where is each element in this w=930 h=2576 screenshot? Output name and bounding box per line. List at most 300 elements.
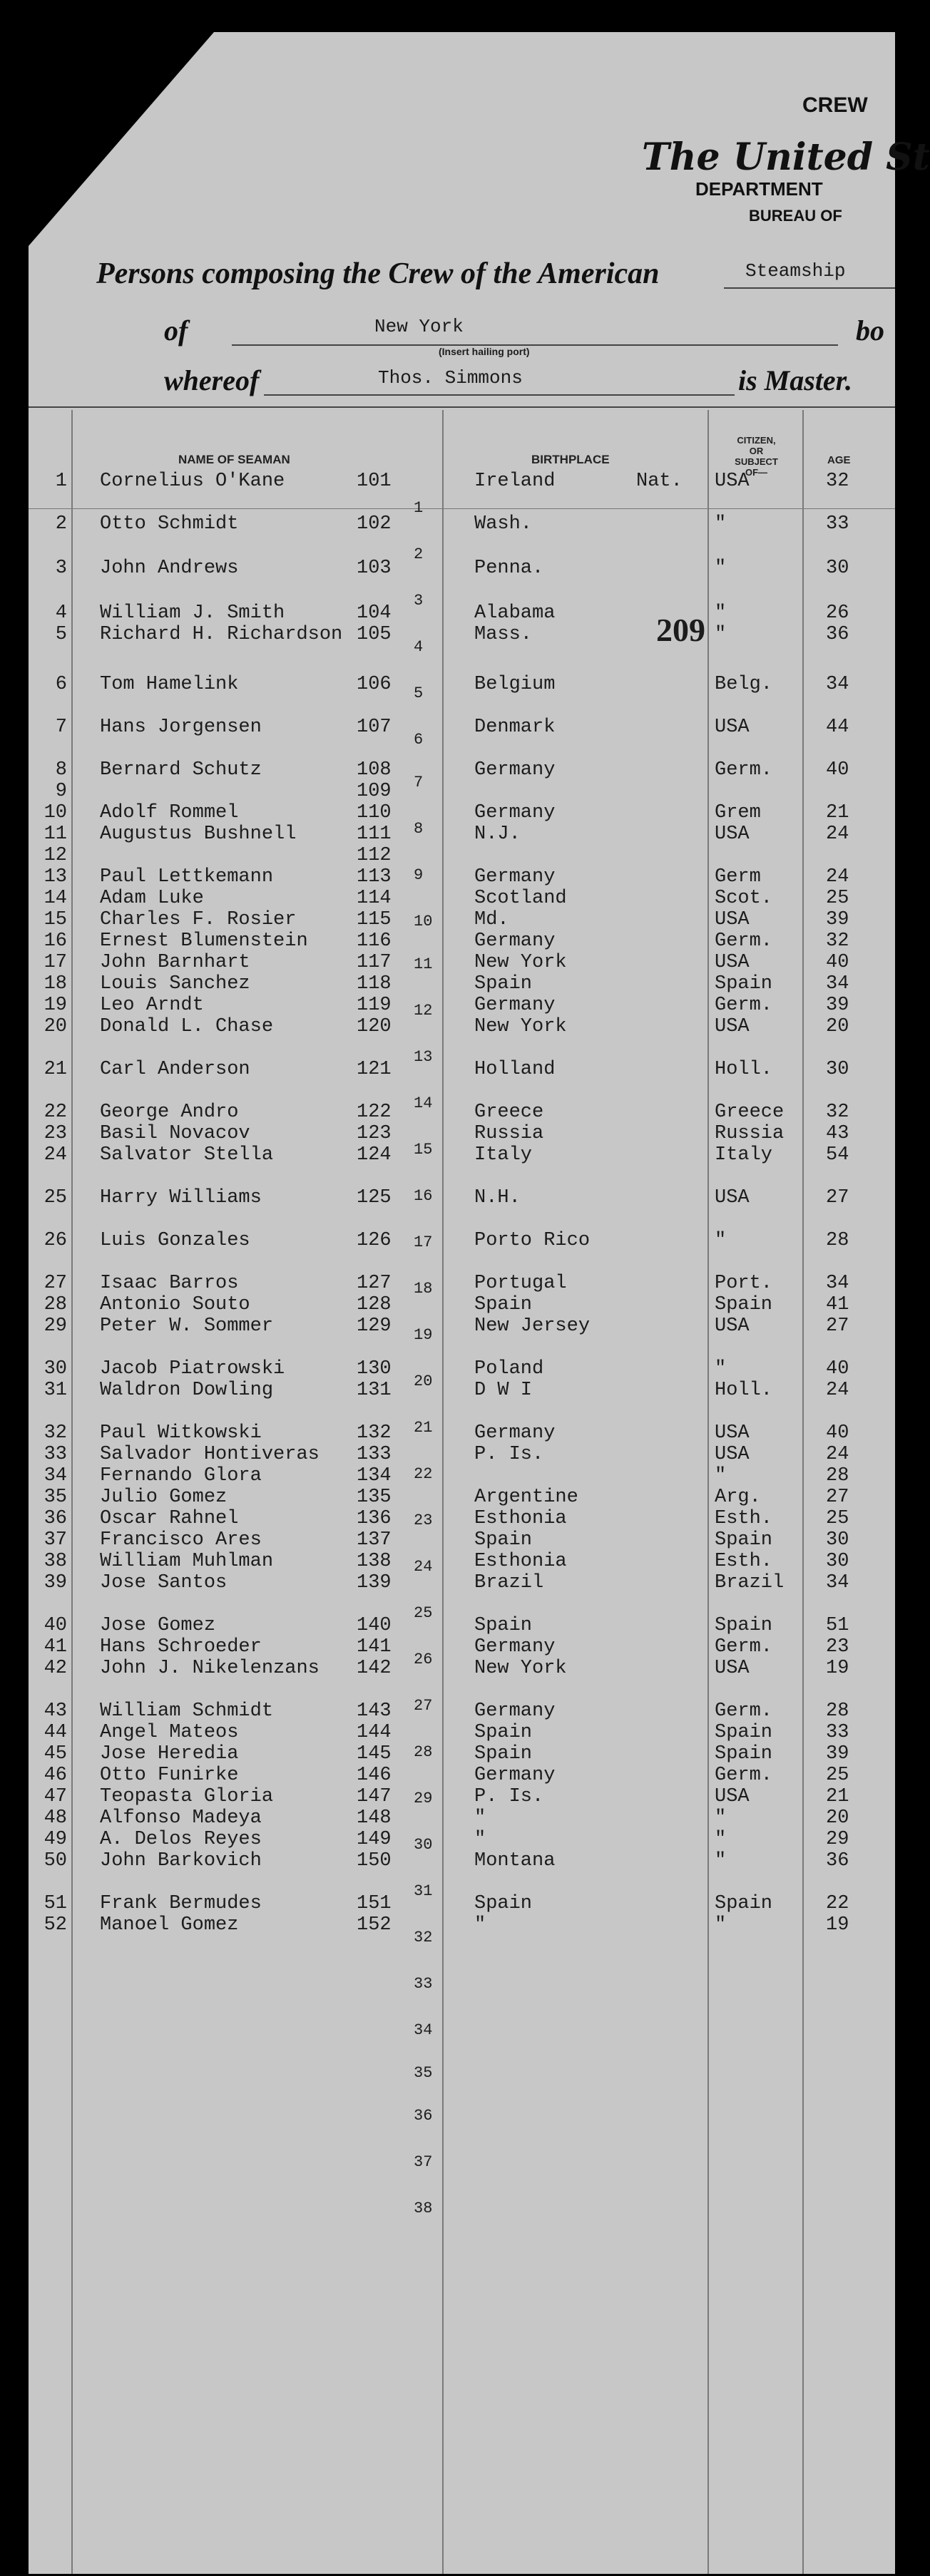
- birthplace: Brazil: [474, 1572, 544, 1594]
- page-ref: 128: [357, 1294, 392, 1315]
- row-number: 2: [55, 513, 67, 535]
- birthplace: Germany: [474, 930, 556, 952]
- table-row: [29, 1636, 895, 1658]
- row-number: 42: [44, 1658, 67, 1679]
- line2-tail: bo: [856, 314, 884, 347]
- page-ref: 125: [357, 1187, 392, 1209]
- birthplace: Holland: [474, 1059, 556, 1080]
- row-number: 9: [55, 781, 67, 802]
- table-row: [29, 1722, 895, 1743]
- citizenship: Belg.: [715, 674, 773, 695]
- crew-list-document: [29, 32, 930, 2574]
- row-number: 3: [55, 558, 67, 579]
- birthplace: ": [474, 1829, 486, 1850]
- row-number: 23: [44, 1123, 67, 1144]
- age: 20: [826, 1016, 849, 1037]
- citizenship: Germ.: [715, 759, 773, 781]
- table-row: [29, 1144, 895, 1166]
- page-ref: 122: [357, 1102, 392, 1123]
- table-row: [29, 1294, 895, 1315]
- age: 54: [826, 1144, 849, 1166]
- page-ref: 104: [357, 602, 392, 624]
- row-number: 19: [44, 995, 67, 1016]
- citizenship: USA: [715, 909, 750, 930]
- seaman-name: Hans Jorgensen: [100, 717, 262, 738]
- page-ref: 111: [357, 823, 392, 845]
- page-ref: 107: [357, 717, 392, 738]
- col-age-header: AGE: [827, 454, 851, 466]
- note: Nat.: [636, 471, 683, 492]
- table-row: [29, 1529, 895, 1551]
- age: 36: [826, 1850, 849, 1872]
- master-label: is Master.: [738, 364, 853, 396]
- birthplace: Spain: [474, 1722, 533, 1743]
- row-number: 30: [44, 1358, 67, 1380]
- age: 23: [826, 1636, 849, 1658]
- citizenship: Spain: [715, 1615, 773, 1636]
- age: 34: [826, 973, 849, 995]
- birthplace: Md.: [474, 909, 509, 930]
- row-number: 52: [44, 1914, 67, 1936]
- seaman-name: John Andrews: [100, 558, 239, 579]
- age: 19: [826, 1658, 849, 1679]
- form-line-number: 32: [414, 1929, 433, 1946]
- age: 29: [826, 1829, 849, 1850]
- citizenship: Grem: [715, 802, 761, 823]
- birthplace: Germany: [474, 1765, 556, 1786]
- age: 39: [826, 1743, 849, 1765]
- birthplace: N.J.: [474, 823, 521, 845]
- citizenship: Port.: [715, 1273, 773, 1294]
- table-row: [29, 759, 895, 781]
- seaman-name: Teopasta Gloria: [100, 1786, 274, 1807]
- seaman-name: Tom Hamelink: [100, 674, 239, 695]
- seaman-name: Jose Heredia: [100, 1743, 239, 1765]
- row-number: 26: [44, 1230, 67, 1251]
- age: 28: [826, 1465, 849, 1487]
- page-ref: 114: [357, 888, 392, 909]
- seaman-name: Antonio Souto: [100, 1294, 250, 1315]
- seaman-name: Louis Sanchez: [100, 973, 250, 995]
- seaman-name: Harry Williams: [100, 1187, 262, 1209]
- row-number: 28: [44, 1294, 67, 1315]
- of-label: of: [164, 314, 188, 347]
- row-number: 15: [44, 909, 67, 930]
- table-row: [29, 1658, 895, 1679]
- page-ref: 150: [357, 1850, 392, 1872]
- seaman-name: Jose Santos: [100, 1572, 228, 1594]
- row-number: 16: [44, 930, 67, 952]
- page-ref: 109: [357, 781, 392, 802]
- table-row: [29, 1700, 895, 1722]
- birthplace: Alabama: [474, 602, 556, 624]
- table-row: [29, 1102, 895, 1123]
- heading-crew: CREW: [802, 93, 868, 117]
- seaman-name: Paul Witkowski: [100, 1422, 262, 1444]
- seaman-name: A. Delos Reyes: [100, 1829, 262, 1850]
- whereof-label: whereof: [164, 364, 260, 396]
- table-row: [29, 866, 895, 888]
- crew-line-label: Persons composing the Crew of the American: [96, 257, 660, 290]
- table-row: [29, 674, 895, 695]
- seaman-name: Salvador Hontiveras: [100, 1444, 320, 1465]
- birthplace: Penna.: [474, 558, 544, 579]
- age: 32: [826, 1102, 849, 1123]
- page-ref: 151: [357, 1893, 392, 1914]
- citizenship: Greece: [715, 1102, 785, 1123]
- page-ref: 135: [357, 1487, 392, 1508]
- page-ref: 126: [357, 1230, 392, 1251]
- age: 25: [826, 888, 849, 909]
- citizenship: ": [715, 1807, 727, 1829]
- form-line-number: 12: [414, 1002, 433, 1020]
- age: 30: [826, 1059, 849, 1080]
- form-line-number: 8: [414, 820, 424, 838]
- seaman-name: George Andro: [100, 1102, 239, 1123]
- citizen-header-line: CITIZEN,: [737, 435, 776, 446]
- birthplace: ": [474, 1807, 486, 1829]
- row-number: 17: [44, 952, 67, 973]
- birthplace: Ireland: [474, 471, 556, 492]
- age: 27: [826, 1187, 849, 1209]
- birthplace: Spain: [474, 1743, 533, 1765]
- seaman-name: Otto Funirke: [100, 1765, 239, 1786]
- row-number: 7: [55, 717, 67, 738]
- citizenship: Germ.: [715, 930, 773, 952]
- seaman-name: Adam Luke: [100, 888, 204, 909]
- form-line-number: 19: [414, 1326, 433, 1344]
- citizenship: USA: [715, 1658, 750, 1679]
- seaman-name: Adolf Rommel: [100, 802, 239, 823]
- row-number: 37: [44, 1529, 67, 1551]
- birthplace: N.H.: [474, 1187, 521, 1209]
- age: 30: [826, 558, 849, 579]
- form-line-number: 1: [414, 499, 424, 517]
- table-row: [29, 717, 895, 738]
- table-row: [29, 558, 895, 579]
- row-number: 12: [44, 845, 67, 866]
- port-hint: (Insert hailing port): [439, 346, 530, 357]
- seaman-name: Otto Schmidt: [100, 513, 239, 535]
- table-row: [29, 602, 895, 624]
- page-ref: 115: [357, 909, 392, 930]
- row-number: 43: [44, 1700, 67, 1722]
- birthplace: Belgium: [474, 674, 556, 695]
- age: 24: [826, 866, 849, 888]
- form-line-number: 17: [414, 1233, 433, 1251]
- form-line-number: 11: [414, 955, 433, 973]
- citizenship: Italy: [715, 1144, 773, 1166]
- seaman-name: Fernando Glora: [100, 1465, 262, 1487]
- age: 28: [826, 1700, 849, 1722]
- row-number: 18: [44, 973, 67, 995]
- table-row: [29, 1123, 895, 1144]
- table-row: [29, 1273, 895, 1294]
- age: 39: [826, 909, 849, 930]
- page-ref: 123: [357, 1123, 392, 1144]
- table-row: [29, 1829, 895, 1850]
- age: 30: [826, 1551, 849, 1572]
- form-line-number: 5: [414, 684, 424, 702]
- table-row: [29, 513, 895, 535]
- citizenship: Germ.: [715, 1700, 773, 1722]
- page-ref: 146: [357, 1765, 392, 1786]
- page-ref: 127: [357, 1273, 392, 1294]
- citizenship: Germ.: [715, 995, 773, 1016]
- age: 24: [826, 1380, 849, 1401]
- row-number: 11: [44, 823, 67, 845]
- row-number: 22: [44, 1102, 67, 1123]
- seaman-name: William Muhlman: [100, 1551, 274, 1572]
- seaman-name: Donald L. Chase: [100, 1016, 274, 1037]
- age: 34: [826, 1273, 849, 1294]
- citizenship: ": [715, 1358, 727, 1380]
- row-number: 4: [55, 602, 67, 624]
- page-ref: 148: [357, 1807, 392, 1829]
- row-number: 49: [44, 1829, 67, 1850]
- seaman-name: Julio Gomez: [100, 1487, 228, 1508]
- age: 34: [826, 674, 849, 695]
- age: 22: [826, 1893, 849, 1914]
- table-row: [29, 1230, 895, 1251]
- birthplace: Scotland: [474, 888, 567, 909]
- table-row: [29, 1016, 895, 1037]
- form-line-number: 38: [414, 2200, 433, 2217]
- row-number: 25: [44, 1187, 67, 1209]
- form-line-number: 34: [414, 2021, 433, 2039]
- citizenship: ": [715, 602, 727, 624]
- hailing-port: New York: [374, 316, 464, 337]
- birthplace: Porto Rico: [474, 1230, 591, 1251]
- table-row: [29, 1465, 895, 1487]
- page-ref: 152: [357, 1914, 392, 1936]
- citizenship: USA: [715, 1422, 750, 1444]
- form-line-number: 36: [414, 2107, 433, 2125]
- form-line-number: 26: [414, 1651, 433, 1668]
- age: 40: [826, 1358, 849, 1380]
- citizenship: Russia: [715, 1123, 785, 1144]
- form-line-number: 13: [414, 1048, 433, 1066]
- page-ref: 139: [357, 1572, 392, 1594]
- citizenship: Holl.: [715, 1380, 773, 1401]
- birthplace: Spain: [474, 1529, 533, 1551]
- table-row: [29, 995, 895, 1016]
- table-row: [29, 1508, 895, 1529]
- table-row: [29, 1059, 895, 1080]
- age: 40: [826, 1422, 849, 1444]
- row-number: 39: [44, 1572, 67, 1594]
- form-line-number: 6: [414, 731, 424, 749]
- age: 40: [826, 952, 849, 973]
- row-number: 51: [44, 1893, 67, 1914]
- table-row: [29, 471, 895, 492]
- form-line-number: 3: [414, 592, 424, 610]
- age: 27: [826, 1315, 849, 1337]
- form-line-number: 10: [414, 913, 433, 930]
- row-number: 45: [44, 1743, 67, 1765]
- citizen-header-line: OF—: [745, 467, 768, 478]
- form-line-number: 16: [414, 1187, 433, 1205]
- birthplace: New York: [474, 1658, 567, 1679]
- birthplace: Germany: [474, 759, 556, 781]
- master-name: Thos. Simmons: [378, 367, 523, 389]
- age: 25: [826, 1508, 849, 1529]
- table-row: [29, 1422, 895, 1444]
- table-row: [29, 1914, 895, 1936]
- row-number: 13: [44, 866, 67, 888]
- citizenship: Spain: [715, 1529, 773, 1551]
- citizenship: Brazil: [715, 1572, 785, 1594]
- birthplace: Germany: [474, 1636, 556, 1658]
- age: 26: [826, 602, 849, 624]
- birthplace: Germany: [474, 802, 556, 823]
- seaman-name: John Barkovich: [100, 1850, 262, 1872]
- table-row: [29, 1315, 895, 1337]
- bureau-label: BUREAU OF: [749, 207, 842, 225]
- form-line-number: 23: [414, 1512, 433, 1529]
- vessel-type: Steamship: [745, 260, 846, 282]
- birthplace: Argentine: [474, 1487, 578, 1508]
- page-ref: 149: [357, 1829, 392, 1850]
- citizenship: USA: [715, 1444, 750, 1465]
- age: 36: [826, 624, 849, 645]
- table-row: [29, 1807, 895, 1829]
- seaman-name: Bernard Schutz: [100, 759, 262, 781]
- form-line-number: 24: [414, 1558, 433, 1576]
- form-line-number: 15: [414, 1141, 433, 1159]
- seaman-name: Jacob Piatrowski: [100, 1358, 285, 1380]
- page-ref: 142: [357, 1658, 392, 1679]
- seaman-name: Hans Schroeder: [100, 1636, 262, 1658]
- page-ref: 141: [357, 1636, 392, 1658]
- birthplace: Portugal: [474, 1273, 567, 1294]
- form-line-number: 37: [414, 2153, 433, 2171]
- birthplace: Denmark: [474, 717, 556, 738]
- seaman-name: Ernest Blumenstein: [100, 930, 308, 952]
- seaman-name: Salvator Stella: [100, 1144, 274, 1166]
- page-ref: 103: [357, 558, 392, 579]
- table-row: [29, 1765, 895, 1786]
- citizenship: Germ.: [715, 1636, 773, 1658]
- table-row: [29, 1380, 895, 1401]
- form-line-number: 28: [414, 1743, 433, 1761]
- birthplace: Russia: [474, 1123, 544, 1144]
- birthplace: Esthonia: [474, 1508, 567, 1529]
- table-row: [29, 973, 895, 995]
- row-number: 31: [44, 1380, 67, 1401]
- seaman-name: Leo Arndt: [100, 995, 204, 1016]
- seaman-name: Paul Lettkemann: [100, 866, 274, 888]
- crew-rows: [29, 32, 895, 2574]
- page-ref: 130: [357, 1358, 392, 1380]
- page-stamp-number: 209: [656, 612, 705, 648]
- citizenship: ": [715, 1829, 727, 1850]
- table-row: [29, 845, 895, 866]
- birthplace: New York: [474, 1016, 567, 1037]
- seaman-name: Frank Bermudes: [100, 1893, 262, 1914]
- row-number: 46: [44, 1765, 67, 1786]
- agency-title: The United St: [642, 135, 930, 179]
- page-ref: 138: [357, 1551, 392, 1572]
- citizenship: USA: [715, 1315, 750, 1337]
- row-number: 1: [55, 471, 67, 492]
- age: 32: [826, 471, 849, 492]
- page-ref: 131: [357, 1380, 392, 1401]
- row-number: 32: [44, 1422, 67, 1444]
- citizenship: Esth.: [715, 1551, 773, 1572]
- row-number: 5: [55, 624, 67, 645]
- page-ref: 110: [357, 802, 392, 823]
- page-ref: 120: [357, 1016, 392, 1037]
- page-ref: 105: [357, 624, 392, 645]
- form-line-number: 30: [414, 1836, 433, 1854]
- row-number: 14: [44, 888, 67, 909]
- page-ref: 116: [357, 930, 392, 952]
- birthplace: New Jersey: [474, 1315, 591, 1337]
- age: 44: [826, 717, 849, 738]
- seaman-name: Isaac Barros: [100, 1273, 239, 1294]
- table-row: [29, 909, 895, 930]
- citizen-header-line: SUBJECT: [735, 456, 778, 467]
- row-number: 50: [44, 1850, 67, 1872]
- row-number: 47: [44, 1786, 67, 1807]
- age: 27: [826, 1487, 849, 1508]
- age: 21: [826, 1786, 849, 1807]
- birthplace: Spain: [474, 1294, 533, 1315]
- table-row: [29, 1572, 895, 1594]
- citizenship: Arg.: [715, 1487, 761, 1508]
- citizenship: ": [715, 1914, 727, 1936]
- row-number: 10: [44, 802, 67, 823]
- row-number: 38: [44, 1551, 67, 1572]
- seaman-name: Peter W. Sommer: [100, 1315, 274, 1337]
- citizenship: Holl.: [715, 1059, 773, 1080]
- seaman-name: Basil Novacov: [100, 1123, 250, 1144]
- seaman-name: Waldron Dowling: [100, 1380, 274, 1401]
- age: 34: [826, 1572, 849, 1594]
- citizenship: Spain: [715, 1722, 773, 1743]
- age: 51: [826, 1615, 849, 1636]
- table-row: [29, 1850, 895, 1872]
- table-row: [29, 781, 895, 802]
- age: 25: [826, 1765, 849, 1786]
- form-line-number: 20: [414, 1372, 433, 1390]
- col-birthplace-header: BIRTHPLACE: [531, 453, 610, 466]
- table-row: [29, 930, 895, 952]
- page-ref: 136: [357, 1508, 392, 1529]
- citizenship: Germ: [715, 866, 761, 888]
- page-ref: 137: [357, 1529, 392, 1551]
- birthplace: Mass.: [474, 624, 533, 645]
- seaman-name: Angel Mateos: [100, 1722, 239, 1743]
- birthplace: D W I: [474, 1380, 533, 1401]
- age: 30: [826, 1529, 849, 1551]
- seaman-name: Alfonso Madeya: [100, 1807, 262, 1829]
- birthplace: Poland: [474, 1358, 544, 1380]
- row-number: 29: [44, 1315, 67, 1337]
- citizenship: USA: [715, 471, 750, 492]
- citizenship: USA: [715, 823, 750, 845]
- table-row: [29, 1615, 895, 1636]
- citizenship: Scot.: [715, 888, 773, 909]
- citizenship: ": [715, 1230, 727, 1251]
- row-number: 35: [44, 1487, 67, 1508]
- birthplace: Spain: [474, 1615, 533, 1636]
- citizen-header-line: OR: [749, 446, 764, 456]
- age: 32: [826, 930, 849, 952]
- age: 24: [826, 823, 849, 845]
- citizenship: Spain: [715, 1893, 773, 1914]
